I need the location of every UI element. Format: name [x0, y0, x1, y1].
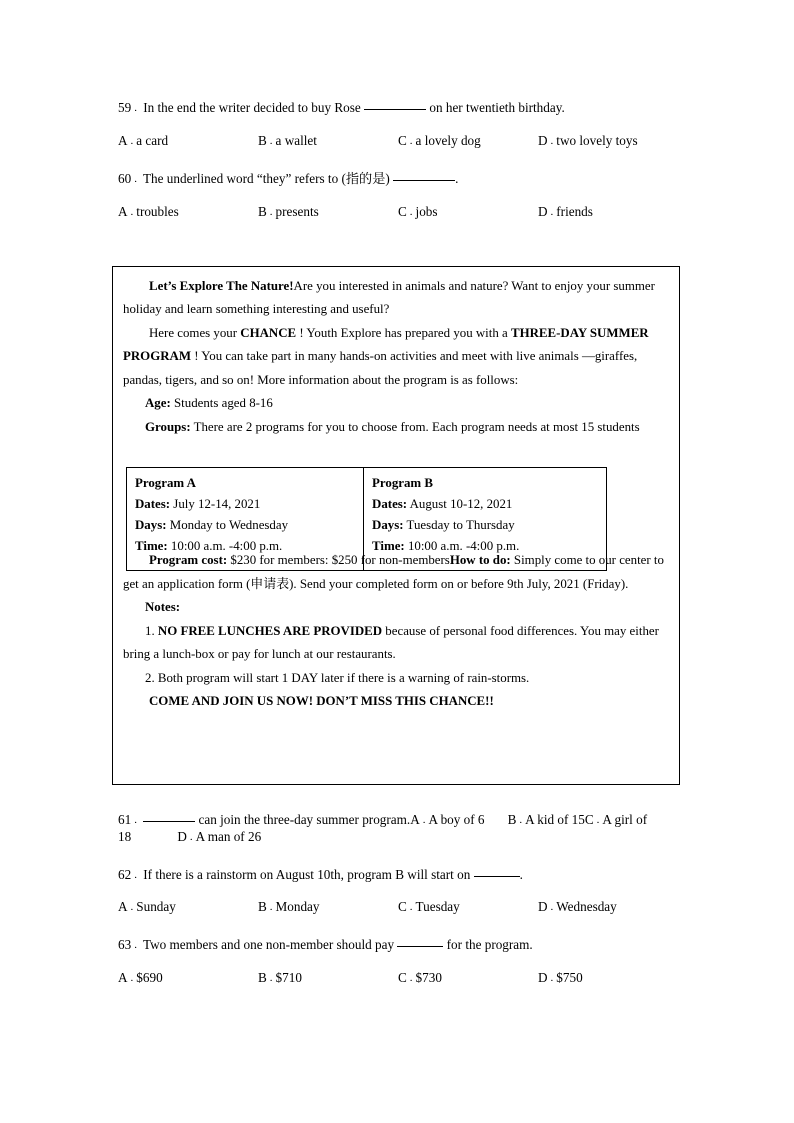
option-label: $730	[415, 970, 442, 985]
notes-label: Notes:	[145, 600, 181, 615]
program-a-days-label: Days:	[135, 517, 167, 532]
question-text-before: If there is a rainstorm on August 10th, program B will start on	[143, 866, 471, 882]
program-a-time-row	[135, 536, 363, 557]
program-a-time-label: Time:	[135, 538, 168, 553]
passage-age-line	[123, 392, 669, 415]
question-dot: .	[134, 868, 137, 881]
note-item-1	[123, 620, 669, 667]
option-row	[118, 970, 680, 987]
answer-blank[interactable]	[397, 946, 443, 947]
program-b-days-value: Tuesday to Thursday	[403, 517, 515, 532]
question-number: 60	[118, 170, 132, 186]
option-label: jobs	[415, 203, 438, 219]
closing-text: COME AND JOIN US NOW! DON’T MISS THIS CHANCE!!	[149, 694, 494, 709]
option-b[interactable]	[258, 133, 317, 150]
program-b-cell	[364, 468, 606, 570]
question-stem	[118, 171, 680, 188]
option-label: $710	[275, 970, 302, 985]
groups-label: Groups:	[145, 419, 191, 434]
option-dot: .	[189, 830, 193, 843]
option-letter: D	[538, 203, 548, 219]
program-a-dates-label: Dates:	[135, 496, 171, 511]
howto-label: How to do:	[449, 553, 511, 568]
program-comparison-table	[126, 467, 607, 571]
notes-heading	[123, 596, 669, 619]
option-dot: .	[550, 901, 554, 914]
question-dot: .	[134, 939, 137, 952]
option-label: A boy of 6	[428, 812, 485, 827]
option-label: A girl of 18	[118, 812, 648, 844]
option-row	[118, 899, 680, 916]
option-letter: D	[177, 828, 187, 844]
question-text-after: can join the three-day summer program.	[198, 812, 411, 827]
option-row	[118, 204, 680, 221]
option-a[interactable]	[118, 204, 179, 221]
option-dot: .	[409, 134, 413, 147]
passage-paragraph-chance	[123, 322, 669, 392]
program-b-days-label: Days:	[372, 517, 404, 532]
option-letter: B	[507, 812, 517, 827]
passage-chance-tail: ! You can take part in many hands-on activities and meet with live animals —giraffes, pandas, tigers, and so on! More information about the program is as follows:	[123, 349, 638, 387]
option-letter: C	[398, 132, 407, 148]
option-label: presents	[275, 203, 319, 219]
option-b[interactable]	[258, 970, 302, 987]
passage-intro-text: Are you interested in animals and nature? Want to enjoy your summer holiday and learn something interesting and useful?	[123, 279, 655, 317]
option-dot: .	[550, 205, 554, 218]
program-b-time-row	[372, 536, 606, 557]
option-letter: A	[118, 899, 128, 915]
passage-chance-mid: ! Youth Explore has prepared you with a	[296, 325, 511, 340]
questions-bottom-section	[118, 812, 680, 1008]
option-letter: C	[584, 812, 594, 827]
option-a[interactable]	[118, 970, 163, 987]
program-b-dates-label: Dates:	[372, 496, 408, 511]
note1-text: because of personal food differences. You may either bring a lunch-box or pay for lunch at our restaurants.	[123, 623, 659, 662]
option-b[interactable]	[258, 204, 319, 221]
option-label: $690	[136, 970, 163, 985]
option-d[interactable]	[538, 899, 617, 916]
cost-value: $230 for members: $250 for non-members	[227, 553, 450, 568]
option-dot: .	[269, 205, 273, 218]
option-d[interactable]	[538, 133, 638, 150]
option-label: Sunday	[136, 899, 176, 915]
program-b-time-value: 10:00 a.m. -4:00 p.m.	[404, 538, 520, 553]
option-dot: .	[269, 134, 273, 147]
option-dot: .	[550, 134, 554, 147]
option-letter: C	[398, 970, 407, 985]
question-text-before: The underlined word “they” refers to (指的是)	[143, 170, 390, 186]
option-label: a card	[136, 132, 169, 148]
program-a-dates-value: July 12-14, 2021	[170, 496, 261, 511]
option-c[interactable]	[398, 970, 442, 987]
option-dot: .	[130, 901, 134, 914]
option-dot: .	[409, 205, 413, 218]
option-dot: .	[422, 814, 426, 826]
option-label: a wallet	[275, 132, 317, 148]
option-letter: B	[258, 203, 267, 219]
option-label: two lovely toys	[556, 132, 638, 148]
program-b-days-row	[372, 515, 606, 536]
passage-closing-callout	[123, 690, 669, 713]
cost-label: Program cost:	[149, 553, 228, 568]
passage-chance-lead: Here comes your	[149, 325, 241, 340]
inline-option-a[interactable]	[410, 812, 484, 827]
question-text-after: on her twentieth birthday.	[429, 100, 565, 115]
option-dot: .	[269, 901, 273, 914]
option-label: A kid of 15	[525, 812, 585, 827]
program-a-time-value: 10:00 a.m. -4:00 p.m.	[167, 538, 283, 553]
option-letter: B	[258, 899, 267, 915]
option-label: A man of 26	[195, 828, 262, 844]
option-a[interactable]	[118, 899, 176, 916]
option-dot: .	[409, 972, 413, 984]
option-letter: C	[398, 899, 407, 915]
option-letter: A	[118, 203, 128, 219]
option-dot: .	[519, 814, 523, 826]
option-d[interactable]	[538, 204, 593, 221]
option-dot: .	[596, 814, 600, 826]
age-label: Age:	[145, 396, 171, 411]
question-dot: .	[134, 102, 137, 114]
question-text-after: for the program.	[446, 937, 533, 953]
option-letter: B	[258, 970, 267, 985]
option-label: friends	[556, 203, 593, 219]
groups-value: There are 2 programs for you to choose from. Each program needs at most 15 students	[190, 419, 640, 434]
option-dot: .	[269, 972, 273, 984]
option-letter: D	[538, 899, 548, 915]
program-a-dates-row	[135, 494, 363, 515]
program-a-cell	[127, 468, 364, 570]
program-b-title: Program B	[372, 476, 433, 490]
question-number: 63	[118, 937, 132, 953]
passage-groups-line	[123, 416, 669, 439]
option-label: troubles	[136, 203, 179, 219]
question-number: 59	[118, 100, 132, 115]
option-letter: D	[538, 970, 548, 985]
option-c[interactable]	[398, 899, 460, 916]
answer-blank[interactable]	[393, 180, 455, 181]
passage-program-name: THREE-DAY SUMMER PROGRAM	[123, 325, 649, 364]
option-letter: A	[118, 132, 128, 148]
option-label: Wednesday	[556, 899, 617, 915]
option-d[interactable]	[538, 970, 583, 987]
program-a-days-value: Monday to Wednesday	[166, 517, 289, 532]
option-dot: .	[130, 134, 134, 147]
option-b[interactable]	[258, 899, 320, 916]
option-label: Monday	[275, 899, 320, 915]
question-dot: .	[134, 172, 137, 185]
passage-paragraph-intro	[123, 275, 669, 322]
option-row	[118, 133, 680, 150]
answer-blank[interactable]	[474, 876, 520, 877]
option-a[interactable]	[118, 133, 168, 150]
option-letter: B	[258, 132, 267, 148]
inline-option-b[interactable]	[508, 812, 585, 827]
question-number: 61	[118, 812, 132, 827]
option-letter: A	[410, 812, 420, 827]
option-dot: .	[130, 972, 134, 984]
program-a-title: Program A	[135, 476, 196, 490]
option-c[interactable]	[398, 204, 438, 221]
answer-blank[interactable]	[364, 109, 426, 110]
passage-title: Let’s Explore The Nature!	[149, 279, 294, 293]
question-text-after: .	[519, 866, 523, 882]
question-text-after: .	[455, 170, 459, 186]
inline-option-d[interactable]	[177, 829, 261, 844]
note-item-2	[123, 667, 669, 690]
question-stem	[118, 812, 680, 846]
option-letter: A	[118, 970, 128, 985]
option-label: $750	[556, 970, 583, 985]
note1-number: 1.	[145, 623, 158, 638]
option-dot: .	[550, 972, 554, 984]
option-label: Tuesday	[415, 899, 460, 915]
program-b-time-label: Time:	[372, 538, 405, 553]
questions-top-section	[118, 100, 680, 242]
howto-value: Simply come to our center to get an application form (申请表). Send your completed form on or before 9th July, 2021 (Friday).	[123, 553, 664, 591]
question-stem	[118, 867, 680, 884]
option-dot: .	[409, 901, 413, 914]
question-number: 62	[118, 866, 132, 882]
question-stem	[118, 100, 680, 117]
program-a-days-row	[135, 515, 363, 536]
option-letter: C	[398, 203, 407, 219]
note1-emphasis: NO FREE LUNCHES ARE PROVIDED	[157, 623, 383, 638]
question-dot: .	[134, 814, 137, 826]
age-value: Students aged 8-16	[170, 396, 273, 411]
note2-text: 2. Both program will start 1 DAY later if there is a warning of rain-storms.	[145, 670, 530, 685]
question-stem	[118, 937, 680, 954]
answer-blank[interactable]	[143, 821, 195, 822]
option-c[interactable]	[398, 133, 481, 150]
option-label: a lovely dog	[415, 132, 481, 148]
passage-chance-word: CHANCE	[240, 325, 297, 340]
option-dot: .	[130, 205, 134, 218]
question-text-before: Two members and one non-member should pay	[143, 937, 395, 953]
question-text-before: In the end the writer decided to buy Rose	[143, 100, 361, 115]
program-b-dates-value: August 10-12, 2021	[407, 496, 513, 511]
program-b-dates-row	[372, 494, 606, 515]
option-letter: D	[538, 132, 548, 148]
